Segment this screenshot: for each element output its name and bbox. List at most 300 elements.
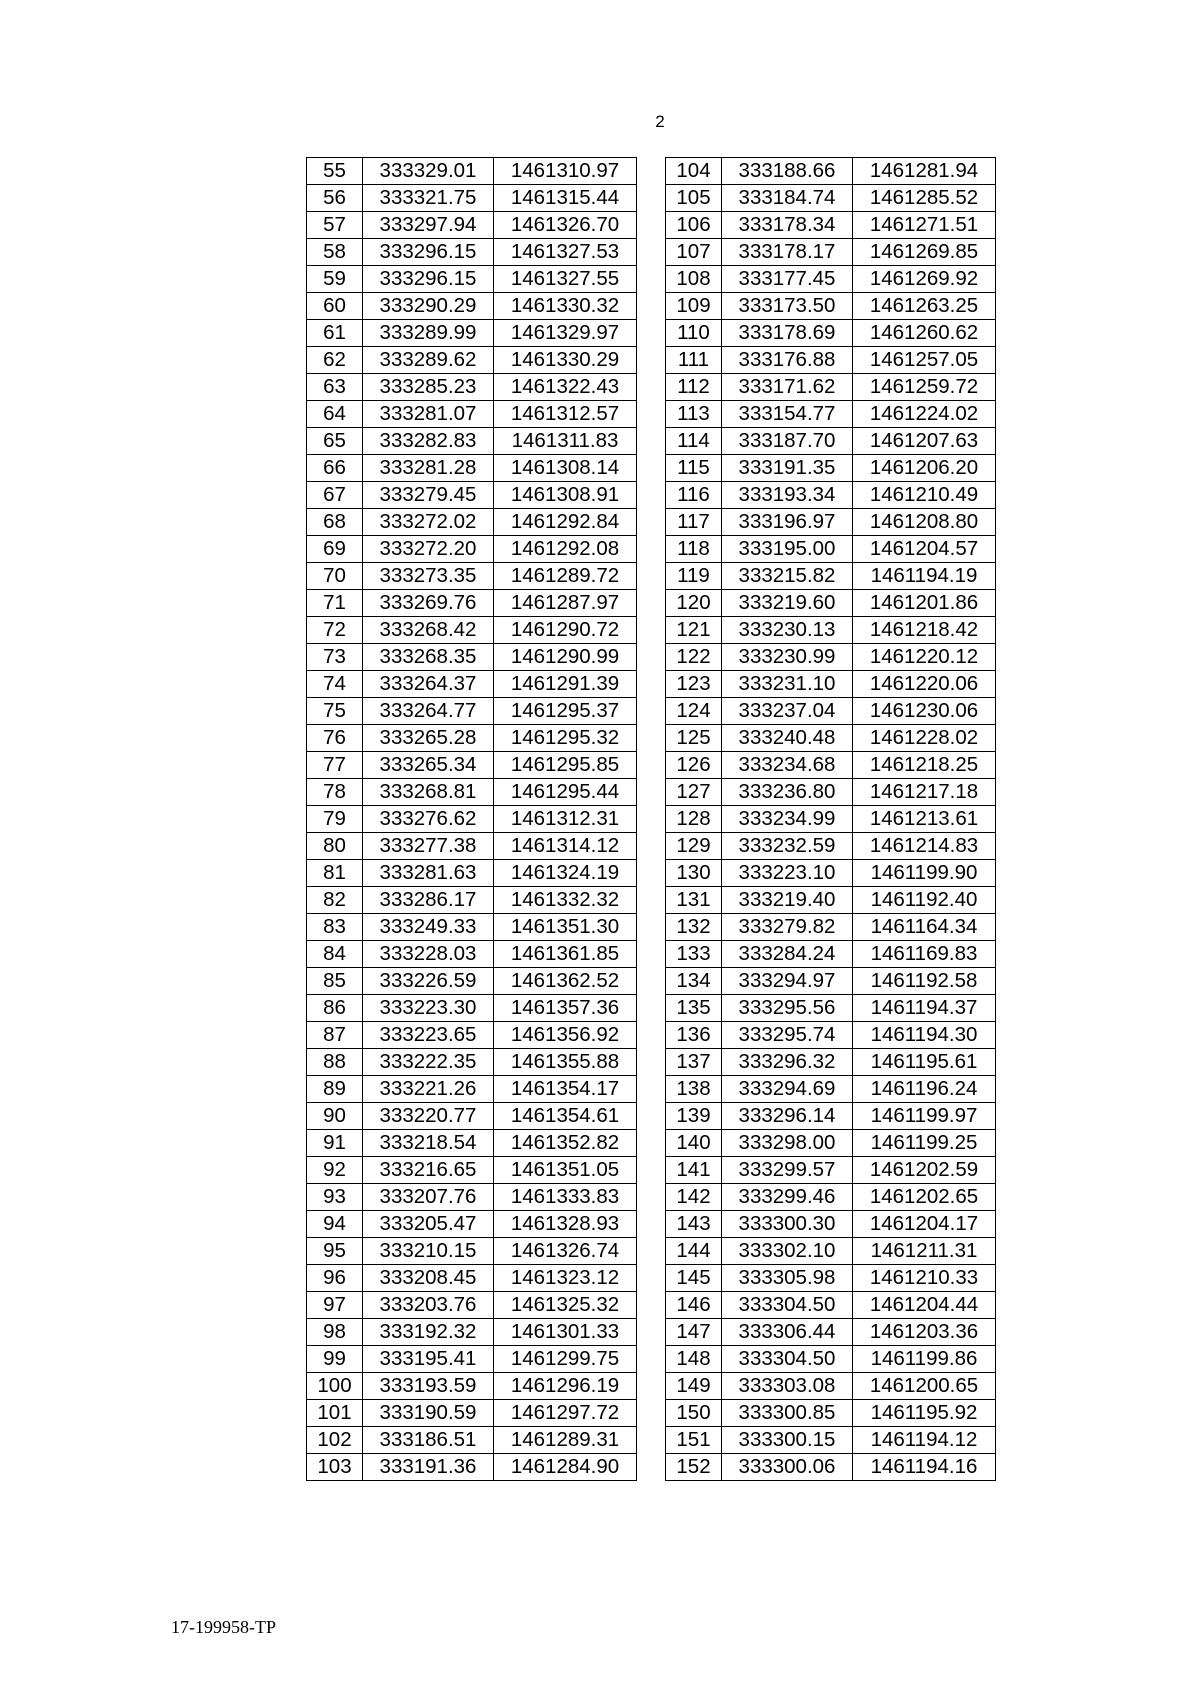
- point-number-cell: 60: [307, 293, 363, 320]
- x-coordinate-cell: 333215.82: [722, 563, 853, 590]
- x-coordinate-cell: 333281.28: [363, 455, 494, 482]
- point-number-cell: 93: [307, 1184, 363, 1211]
- table-row: [666, 1454, 996, 1481]
- table-row: [307, 941, 637, 968]
- x-coordinate-cell: 333223.30: [363, 995, 494, 1022]
- x-coordinate-cell: 333281.07: [363, 401, 494, 428]
- y-coordinate-cell: 1461257.05: [853, 347, 996, 374]
- point-number-cell: 89: [307, 1076, 363, 1103]
- table-row: [307, 752, 637, 779]
- table-row: [307, 509, 637, 536]
- x-coordinate-cell: 333193.34: [722, 482, 853, 509]
- y-coordinate-cell: 1461296.19: [494, 1373, 637, 1400]
- table-row: [666, 1265, 996, 1292]
- table-row: [307, 266, 637, 293]
- point-number-cell: 86: [307, 995, 363, 1022]
- table-row: [307, 320, 637, 347]
- y-coordinate-cell: 1461325.32: [494, 1292, 637, 1319]
- point-number-cell: 110: [666, 320, 722, 347]
- y-coordinate-cell: 1461310.97: [494, 158, 637, 185]
- point-number-cell: 152: [666, 1454, 722, 1481]
- y-coordinate-cell: 1461361.85: [494, 941, 637, 968]
- point-number-cell: 83: [307, 914, 363, 941]
- y-coordinate-cell: 1461192.58: [853, 968, 996, 995]
- point-number-cell: 133: [666, 941, 722, 968]
- point-number-cell: 85: [307, 968, 363, 995]
- y-coordinate-cell: 1461326.74: [494, 1238, 637, 1265]
- x-coordinate-cell: 333289.62: [363, 347, 494, 374]
- table-row: [666, 1157, 996, 1184]
- y-coordinate-cell: 1461218.25: [853, 752, 996, 779]
- point-number-cell: 94: [307, 1211, 363, 1238]
- table-row: [666, 1076, 996, 1103]
- y-coordinate-cell: 1461295.44: [494, 779, 637, 806]
- table-row: [666, 185, 996, 212]
- point-number-cell: 134: [666, 968, 722, 995]
- table-row: [666, 1319, 996, 1346]
- table-row: [666, 995, 996, 1022]
- y-coordinate-cell: 1461220.06: [853, 671, 996, 698]
- x-coordinate-cell: 333284.24: [722, 941, 853, 968]
- x-coordinate-cell: 333265.28: [363, 725, 494, 752]
- table-row: [666, 536, 996, 563]
- point-number-cell: 55: [307, 158, 363, 185]
- table-row: [666, 617, 996, 644]
- point-number-cell: 115: [666, 455, 722, 482]
- y-coordinate-cell: 1461332.32: [494, 887, 637, 914]
- point-number-cell: 77: [307, 752, 363, 779]
- table-row: [666, 941, 996, 968]
- table-row: [307, 212, 637, 239]
- y-coordinate-cell: 1461354.61: [494, 1103, 637, 1130]
- x-coordinate-cell: 333220.77: [363, 1103, 494, 1130]
- table-row: [307, 1238, 637, 1265]
- point-number-cell: 84: [307, 941, 363, 968]
- x-coordinate-cell: 333230.99: [722, 644, 853, 671]
- y-coordinate-cell: 1461351.30: [494, 914, 637, 941]
- x-coordinate-cell: 333173.50: [722, 293, 853, 320]
- point-number-cell: 128: [666, 806, 722, 833]
- x-coordinate-cell: 333237.04: [722, 698, 853, 725]
- table-row: [666, 752, 996, 779]
- point-number-cell: 108: [666, 266, 722, 293]
- y-coordinate-cell: 1461292.08: [494, 536, 637, 563]
- point-number-cell: 69: [307, 536, 363, 563]
- y-coordinate-cell: 1461214.83: [853, 833, 996, 860]
- x-coordinate-cell: 333191.36: [363, 1454, 494, 1481]
- point-number-cell: 59: [307, 266, 363, 293]
- x-coordinate-cell: 333302.10: [722, 1238, 853, 1265]
- table-row: [307, 968, 637, 995]
- point-number-cell: 62: [307, 347, 363, 374]
- table-row: [666, 158, 996, 185]
- table-row: [307, 1130, 637, 1157]
- x-coordinate-cell: 333285.23: [363, 374, 494, 401]
- x-coordinate-cell: 333277.38: [363, 833, 494, 860]
- point-number-cell: 142: [666, 1184, 722, 1211]
- x-coordinate-cell: 333282.83: [363, 428, 494, 455]
- y-coordinate-cell: 1461195.92: [853, 1400, 996, 1427]
- table-row: [666, 212, 996, 239]
- point-number-cell: 91: [307, 1130, 363, 1157]
- x-coordinate-cell: 333299.57: [722, 1157, 853, 1184]
- table-row: [307, 374, 637, 401]
- table-row: [307, 779, 637, 806]
- x-coordinate-cell: 333279.82: [722, 914, 853, 941]
- y-coordinate-cell: 1461224.02: [853, 401, 996, 428]
- table-row: [307, 995, 637, 1022]
- x-coordinate-cell: 333272.02: [363, 509, 494, 536]
- point-number-cell: 126: [666, 752, 722, 779]
- x-coordinate-cell: 333300.85: [722, 1400, 853, 1427]
- point-number-cell: 67: [307, 482, 363, 509]
- x-coordinate-cell: 333234.99: [722, 806, 853, 833]
- table-row: [666, 1022, 996, 1049]
- point-number-cell: 113: [666, 401, 722, 428]
- y-coordinate-cell: 1461269.92: [853, 266, 996, 293]
- x-coordinate-cell: 333240.48: [722, 725, 853, 752]
- point-number-cell: 140: [666, 1130, 722, 1157]
- point-number-cell: 150: [666, 1400, 722, 1427]
- point-number-cell: 143: [666, 1211, 722, 1238]
- table-row: [666, 347, 996, 374]
- y-coordinate-cell: 1461289.31: [494, 1427, 637, 1454]
- x-coordinate-cell: 333219.40: [722, 887, 853, 914]
- table-row: [666, 1373, 996, 1400]
- y-coordinate-cell: 1461291.39: [494, 671, 637, 698]
- x-coordinate-cell: 333295.56: [722, 995, 853, 1022]
- point-number-cell: 63: [307, 374, 363, 401]
- x-coordinate-cell: 333192.32: [363, 1319, 494, 1346]
- point-number-cell: 101: [307, 1400, 363, 1427]
- y-coordinate-cell: 1461314.12: [494, 833, 637, 860]
- x-coordinate-cell: 333296.14: [722, 1103, 853, 1130]
- x-coordinate-cell: 333295.74: [722, 1022, 853, 1049]
- x-coordinate-cell: 333269.76: [363, 590, 494, 617]
- point-number-cell: 98: [307, 1319, 363, 1346]
- x-coordinate-cell: 333265.34: [363, 752, 494, 779]
- y-coordinate-cell: 1461202.59: [853, 1157, 996, 1184]
- point-number-cell: 104: [666, 158, 722, 185]
- y-coordinate-cell: 1461228.02: [853, 725, 996, 752]
- x-coordinate-cell: 333321.75: [363, 185, 494, 212]
- point-number-cell: 97: [307, 1292, 363, 1319]
- table-row: [307, 1319, 637, 1346]
- point-number-cell: 118: [666, 536, 722, 563]
- table-row: [307, 428, 637, 455]
- x-coordinate-cell: 333178.69: [722, 320, 853, 347]
- table-row: [666, 1427, 996, 1454]
- x-coordinate-cell: 333196.97: [722, 509, 853, 536]
- table-row: [307, 1049, 637, 1076]
- point-number-cell: 103: [307, 1454, 363, 1481]
- y-coordinate-cell: 1461199.25: [853, 1130, 996, 1157]
- x-coordinate-cell: 333216.65: [363, 1157, 494, 1184]
- x-coordinate-cell: 333221.26: [363, 1076, 494, 1103]
- page-number: 2: [655, 112, 665, 131]
- y-coordinate-cell: 1461192.40: [853, 887, 996, 914]
- x-coordinate-cell: 333303.08: [722, 1373, 853, 1400]
- x-coordinate-cell: 333207.76: [363, 1184, 494, 1211]
- table-row: [307, 239, 637, 266]
- table-row: [666, 806, 996, 833]
- table-row: [666, 860, 996, 887]
- table-row: [307, 1292, 637, 1319]
- point-number-cell: 130: [666, 860, 722, 887]
- point-number-cell: 109: [666, 293, 722, 320]
- table-row: [307, 887, 637, 914]
- x-coordinate-cell: 333273.35: [363, 563, 494, 590]
- x-coordinate-cell: 333264.37: [363, 671, 494, 698]
- y-coordinate-cell: 1461263.25: [853, 293, 996, 320]
- coordinates-table-right-body: [666, 158, 996, 1481]
- table-row: [666, 563, 996, 590]
- y-coordinate-cell: 1461287.97: [494, 590, 637, 617]
- y-coordinate-cell: 1461295.32: [494, 725, 637, 752]
- table-row: [307, 806, 637, 833]
- table-row: [307, 563, 637, 590]
- y-coordinate-cell: 1461213.61: [853, 806, 996, 833]
- y-coordinate-cell: 1461164.34: [853, 914, 996, 941]
- y-coordinate-cell: 1461330.29: [494, 347, 637, 374]
- table-row: [307, 482, 637, 509]
- point-number-cell: 112: [666, 374, 722, 401]
- x-coordinate-cell: 333203.76: [363, 1292, 494, 1319]
- point-number-cell: 149: [666, 1373, 722, 1400]
- point-number-cell: 123: [666, 671, 722, 698]
- y-coordinate-cell: 1461290.99: [494, 644, 637, 671]
- table-row: [666, 293, 996, 320]
- y-coordinate-cell: 1461355.88: [494, 1049, 637, 1076]
- table-row: [307, 158, 637, 185]
- table-row: [666, 1130, 996, 1157]
- y-coordinate-cell: 1461295.85: [494, 752, 637, 779]
- table-row: [307, 860, 637, 887]
- y-coordinate-cell: 1461324.19: [494, 860, 637, 887]
- point-number-cell: 80: [307, 833, 363, 860]
- x-coordinate-cell: 333190.59: [363, 1400, 494, 1427]
- y-coordinate-cell: 1461195.61: [853, 1049, 996, 1076]
- y-coordinate-cell: 1461199.90: [853, 860, 996, 887]
- x-coordinate-cell: 333188.66: [722, 158, 853, 185]
- table-row: [307, 617, 637, 644]
- x-coordinate-cell: 333306.44: [722, 1319, 853, 1346]
- table-row: [666, 698, 996, 725]
- document-footer-code: 17-199958-TP: [171, 1617, 276, 1637]
- table-row: [307, 1103, 637, 1130]
- point-number-cell: 70: [307, 563, 363, 590]
- y-coordinate-cell: 1461269.85: [853, 239, 996, 266]
- y-coordinate-cell: 1461169.83: [853, 941, 996, 968]
- x-coordinate-cell: 333297.94: [363, 212, 494, 239]
- x-coordinate-cell: 333329.01: [363, 158, 494, 185]
- table-row: [307, 1184, 637, 1211]
- x-coordinate-cell: 333234.68: [722, 752, 853, 779]
- x-coordinate-cell: 333272.20: [363, 536, 494, 563]
- point-number-cell: 105: [666, 185, 722, 212]
- y-coordinate-cell: 1461322.43: [494, 374, 637, 401]
- y-coordinate-cell: 1461330.32: [494, 293, 637, 320]
- point-number-cell: 147: [666, 1319, 722, 1346]
- point-number-cell: 145: [666, 1265, 722, 1292]
- point-number-cell: 88: [307, 1049, 363, 1076]
- table-row: [307, 455, 637, 482]
- table-row: [666, 401, 996, 428]
- y-coordinate-cell: 1461211.31: [853, 1238, 996, 1265]
- x-coordinate-cell: 333222.35: [363, 1049, 494, 1076]
- x-coordinate-cell: 333286.17: [363, 887, 494, 914]
- y-coordinate-cell: 1461285.52: [853, 185, 996, 212]
- x-coordinate-cell: 333279.45: [363, 482, 494, 509]
- table-row: [666, 455, 996, 482]
- table-row: [666, 779, 996, 806]
- point-number-cell: 148: [666, 1346, 722, 1373]
- table-row: [666, 1184, 996, 1211]
- point-number-cell: 71: [307, 590, 363, 617]
- x-coordinate-cell: 333290.29: [363, 293, 494, 320]
- y-coordinate-cell: 1461323.12: [494, 1265, 637, 1292]
- x-coordinate-cell: 333193.59: [363, 1373, 494, 1400]
- point-number-cell: 90: [307, 1103, 363, 1130]
- y-coordinate-cell: 1461199.97: [853, 1103, 996, 1130]
- x-coordinate-cell: 333296.15: [363, 266, 494, 293]
- table-row: [666, 887, 996, 914]
- table-row: [666, 671, 996, 698]
- y-coordinate-cell: 1461210.49: [853, 482, 996, 509]
- y-coordinate-cell: 1461220.12: [853, 644, 996, 671]
- point-number-cell: 64: [307, 401, 363, 428]
- x-coordinate-cell: 333264.77: [363, 698, 494, 725]
- x-coordinate-cell: 333304.50: [722, 1346, 853, 1373]
- x-coordinate-cell: 333294.69: [722, 1076, 853, 1103]
- point-number-cell: 121: [666, 617, 722, 644]
- y-coordinate-cell: 1461217.18: [853, 779, 996, 806]
- x-coordinate-cell: 333176.88: [722, 347, 853, 374]
- table-row: [666, 320, 996, 347]
- x-coordinate-cell: 333232.59: [722, 833, 853, 860]
- x-coordinate-cell: 333218.54: [363, 1130, 494, 1157]
- point-number-cell: 61: [307, 320, 363, 347]
- x-coordinate-cell: 333300.30: [722, 1211, 853, 1238]
- point-number-cell: 73: [307, 644, 363, 671]
- point-number-cell: 151: [666, 1427, 722, 1454]
- x-coordinate-cell: 333171.62: [722, 374, 853, 401]
- y-coordinate-cell: 1461204.44: [853, 1292, 996, 1319]
- y-coordinate-cell: 1461259.72: [853, 374, 996, 401]
- point-number-cell: 120: [666, 590, 722, 617]
- point-number-cell: 56: [307, 185, 363, 212]
- table-row: [307, 293, 637, 320]
- point-number-cell: 82: [307, 887, 363, 914]
- table-row: [307, 1022, 637, 1049]
- point-number-cell: 132: [666, 914, 722, 941]
- x-coordinate-cell: 333299.46: [722, 1184, 853, 1211]
- y-coordinate-cell: 1461202.65: [853, 1184, 996, 1211]
- y-coordinate-cell: 1461194.12: [853, 1427, 996, 1454]
- table-row: [666, 590, 996, 617]
- x-coordinate-cell: 333205.47: [363, 1211, 494, 1238]
- table-row: [666, 833, 996, 860]
- x-coordinate-cell: 333300.15: [722, 1427, 853, 1454]
- x-coordinate-cell: 333154.77: [722, 401, 853, 428]
- y-coordinate-cell: 1461200.65: [853, 1373, 996, 1400]
- x-coordinate-cell: 333296.15: [363, 239, 494, 266]
- x-coordinate-cell: 333223.10: [722, 860, 853, 887]
- table-row: [307, 1265, 637, 1292]
- point-number-cell: 107: [666, 239, 722, 266]
- x-coordinate-cell: 333208.45: [363, 1265, 494, 1292]
- y-coordinate-cell: 1461297.72: [494, 1400, 637, 1427]
- table-row: [666, 374, 996, 401]
- y-coordinate-cell: 1461204.17: [853, 1211, 996, 1238]
- y-coordinate-cell: 1461194.16: [853, 1454, 996, 1481]
- y-coordinate-cell: 1461295.37: [494, 698, 637, 725]
- table-row: [666, 1049, 996, 1076]
- point-number-cell: 92: [307, 1157, 363, 1184]
- x-coordinate-cell: 333300.06: [722, 1454, 853, 1481]
- x-coordinate-cell: 333178.34: [722, 212, 853, 239]
- x-coordinate-cell: 333281.63: [363, 860, 494, 887]
- x-coordinate-cell: 333210.15: [363, 1238, 494, 1265]
- table-row: [307, 1346, 637, 1373]
- y-coordinate-cell: 1461204.57: [853, 536, 996, 563]
- y-coordinate-cell: 1461199.86: [853, 1346, 996, 1373]
- y-coordinate-cell: 1461301.33: [494, 1319, 637, 1346]
- x-coordinate-cell: 333276.62: [363, 806, 494, 833]
- point-number-cell: 135: [666, 995, 722, 1022]
- x-coordinate-cell: 333187.70: [722, 428, 853, 455]
- point-number-cell: 136: [666, 1022, 722, 1049]
- point-number-cell: 137: [666, 1049, 722, 1076]
- table-row: [666, 1238, 996, 1265]
- table-row: [307, 725, 637, 752]
- point-number-cell: 87: [307, 1022, 363, 1049]
- y-coordinate-cell: 1461284.90: [494, 1454, 637, 1481]
- y-coordinate-cell: 1461299.75: [494, 1346, 637, 1373]
- y-coordinate-cell: 1461326.70: [494, 212, 637, 239]
- x-coordinate-cell: 333186.51: [363, 1427, 494, 1454]
- y-coordinate-cell: 1461218.42: [853, 617, 996, 644]
- x-coordinate-cell: 333305.98: [722, 1265, 853, 1292]
- y-coordinate-cell: 1461328.93: [494, 1211, 637, 1238]
- x-coordinate-cell: 333236.80: [722, 779, 853, 806]
- point-number-cell: 138: [666, 1076, 722, 1103]
- table-row: [666, 725, 996, 752]
- table-row: [666, 1211, 996, 1238]
- y-coordinate-cell: 1461208.80: [853, 509, 996, 536]
- x-coordinate-cell: 333226.59: [363, 968, 494, 995]
- table-row: [307, 347, 637, 374]
- y-coordinate-cell: 1461194.19: [853, 563, 996, 590]
- point-number-cell: 106: [666, 212, 722, 239]
- point-number-cell: 78: [307, 779, 363, 806]
- point-number-cell: 95: [307, 1238, 363, 1265]
- x-coordinate-cell: 333231.10: [722, 671, 853, 698]
- point-number-cell: 146: [666, 1292, 722, 1319]
- y-coordinate-cell: 1461308.14: [494, 455, 637, 482]
- point-number-cell: 144: [666, 1238, 722, 1265]
- x-coordinate-cell: 333195.00: [722, 536, 853, 563]
- y-coordinate-cell: 1461260.62: [853, 320, 996, 347]
- point-number-cell: 141: [666, 1157, 722, 1184]
- point-number-cell: 116: [666, 482, 722, 509]
- table-row: [307, 590, 637, 617]
- point-number-cell: 75: [307, 698, 363, 725]
- point-number-cell: 139: [666, 1103, 722, 1130]
- x-coordinate-cell: 333228.03: [363, 941, 494, 968]
- point-number-cell: 99: [307, 1346, 363, 1373]
- y-coordinate-cell: 1461196.24: [853, 1076, 996, 1103]
